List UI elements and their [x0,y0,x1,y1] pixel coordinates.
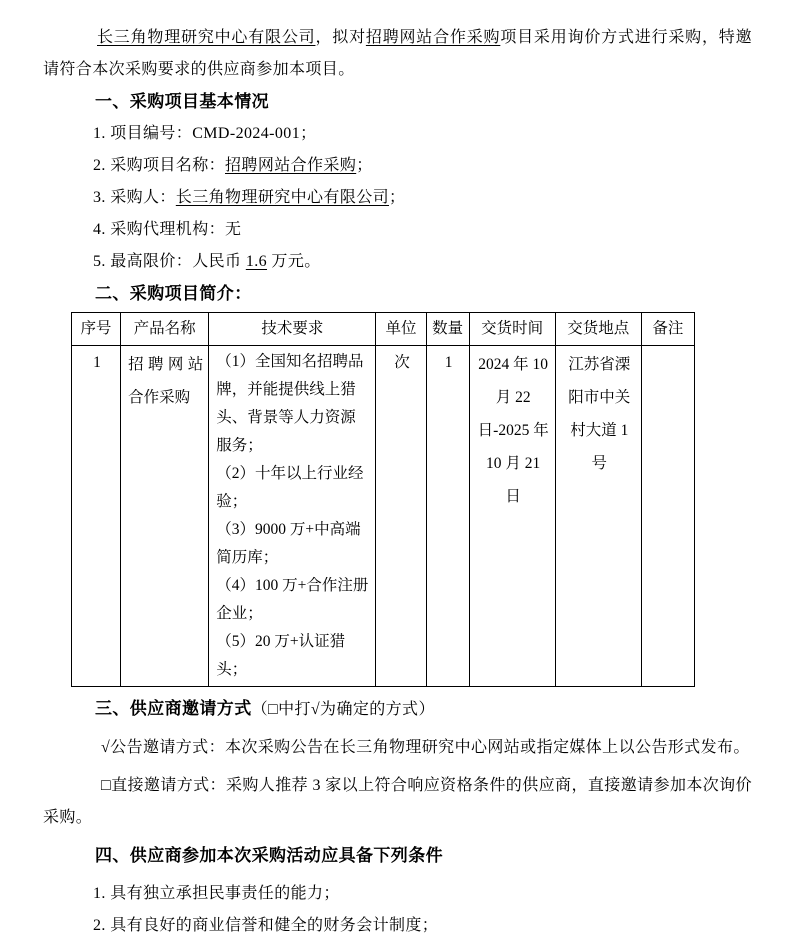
text-segment: ； [356,157,373,174]
section1-heading: 一、采购项目基本情况 [95,92,269,111]
header-product: 产品名称 [121,313,209,346]
underlined-text: 招聘网站合作采购 [225,157,357,174]
text-segment: 5. 最高限价：人民币 [93,253,246,270]
cell-qty: 1 [426,346,469,687]
max-price-item [93,246,752,278]
purchaser-item [93,182,752,214]
cell-seq: 1 [72,346,121,687]
tech-requirement-4: （4）100 万+合作注册企业； [216,577,369,622]
tech-requirement-1: （1）全国知名招聘品牌，并能提供线上猎头、背景等人力资源服务； [216,353,364,454]
cell-delivery-place: 江苏省溧阳市中关村大道 1 号 [555,346,641,687]
condition-item-1: 1. 具有独立承担民事责任的能力； [93,885,340,902]
underlined-text: 长三角物理研究中心有限公司 [97,29,316,46]
header-seq: 序号 [72,313,121,346]
header-remark: 备注 [641,313,694,346]
header-delivery-time: 交货时间 [469,313,555,346]
text-segment: 4. 采购代理机构：无 [93,221,242,238]
text-segment: ，拟对 [315,29,366,46]
tech-requirement-2: （2）十年以上行业经验； [216,465,364,510]
cell-delivery-time: 2024 年 10 月 22 日-2025 年 10 月 21 日 [469,346,555,687]
project-number-item [93,118,752,150]
table-row [72,346,695,687]
text-segment: ； [389,189,406,206]
condition-item-2: 2. 具有良好的商业信誉和健全的财务会计制度； [93,917,439,934]
text-segment: 1. 项目编号：CMD-2024-001； [93,125,317,142]
text-segment: 项目采用询价方式进行采购，特邀请符合本次采购要求的供应商参加本项目。 [43,29,752,78]
procurement-spec-table [71,312,695,687]
underlined-text: 长三角物理研究中心有限公司 [175,189,390,206]
project-name-item [93,150,752,182]
agency-item [93,214,752,246]
section3-heading-note: （□中打√为确定的方式） [251,701,435,718]
cell-remark [641,346,694,687]
cell-tech-requirements [209,346,376,687]
underlined-text: 1.6 [245,253,268,270]
announce-invitation-option: √公告邀请方式：本次采购公告在长三角物理研究中心网站或指定媒体上以公告形式发布。 [101,739,750,756]
tech-requirement-3: （3）9000 万+中高端简历库； [216,521,361,566]
underlined-text: 招聘网站合作采购 [365,29,501,46]
section3-heading-bold: 三、供应商邀请方式 [95,699,252,718]
text-segment: 2. 采购项目名称： [93,157,226,174]
section4-heading: 四、供应商参加本次采购活动应具备下列条件 [95,846,443,865]
section2-heading: 二、采购项目简介： [95,284,252,303]
intro-paragraph [43,22,752,86]
text-segment: 3. 采购人： [93,189,176,206]
cell-unit: 次 [376,346,426,687]
cell-product: 招聘网站合作采购 [121,346,209,687]
text-segment: 万元。 [267,253,321,270]
header-qty: 数量 [426,313,469,346]
header-tech: 技术要求 [209,313,376,346]
header-unit: 单位 [376,313,426,346]
section3-heading [95,693,752,726]
table-header-row [72,313,695,346]
tech-requirement-5: （5）20 万+认证猎头； [216,633,346,678]
header-delivery-place: 交货地点 [555,313,641,346]
direct-invitation-option: □直接邀请方式：采购人推荐 3 家以上符合响应资格条件的供应商，直接邀请参加本次询价采购。 [43,777,752,826]
